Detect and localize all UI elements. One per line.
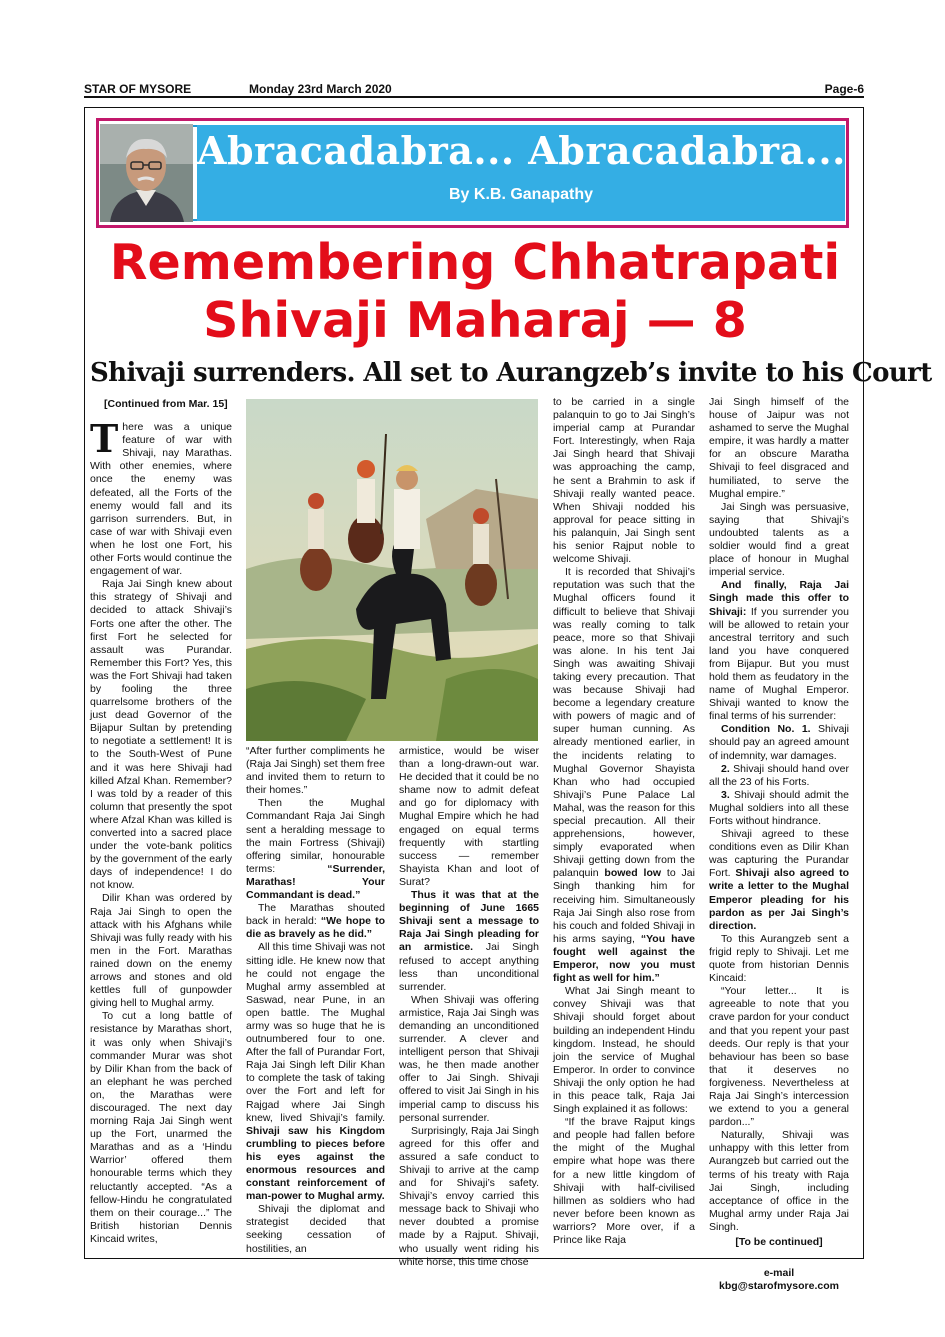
paragraph: to be carried in a single palanquin to go to Jai Singh’s imperial camp at Purandar Fort. Interestingly, when Raja Jai Singh heard that Shivaji was approaching the camp, he sent a Brahmin to ask if Shivaji really wanted peace. When Shivaji nodded his approval for peace sitting in his palanquin, Jai Singh sent his senior Rajput noble to welcome Shivaji. — [553, 396, 695, 566]
paragraph-text: Shivaji should admit the Mughal soldiers into all these Forts without hindrance. — [709, 788, 849, 827]
bold-text: 2. — [721, 762, 730, 775]
headline-line-1: Remembering Chhatrapati — [109, 234, 841, 291]
paragraph-text: Then the Mughal Commandant Raja Jai Singh sent a heralding message to the main Fortress (Shivaji) offering similar, honourable terms: — [246, 797, 385, 875]
paragraph-text: The Marathas shouted back in herald: — [246, 902, 385, 928]
paragraph-text: If you surrender you will be allowed to retain your ancestral territory and such land you have conquered from Bijapur. But you must hold them as feudatory in the name of Mughal Emperor. Shivaji wanted to know the final terms of his surrender: — [709, 605, 849, 723]
bold-text: bowed low — [604, 867, 662, 880]
paragraph: “After further compliments he (Raja Jai Singh) set them free and invited them to return to their homes.” — [246, 745, 385, 797]
paragraph: Naturally, Shivaji was unhappy with this letter from Aurangzeb but carried out the terms of his treaty with Raja Jai Singh, including acceptance of office in the Mughal army under Raja Jai Singh. — [709, 1129, 849, 1233]
subheadline: Shivaji surrenders. All set to Aurangzeb’s invite to his Court — [90, 358, 932, 388]
bold-text: Condition No. 1. — [721, 723, 811, 736]
masthead — [84, 80, 864, 98]
paragraph — [90, 416, 232, 578]
newspaper-name: STAR OF MYSORE — [84, 82, 192, 96]
bold-quote: “Surrender, Marathas! Your Commandant is dead.” — [246, 862, 385, 902]
paragraph: “If the brave Rajput kings and people had fallen before the might of the Mughal empire what hope was there for a new little kingdom of Shivaji with half-civilised hillmen as soldiers who had never before been known as warriors? More over, if a Prince like Raja — [553, 1116, 695, 1246]
drop-cap: T — [90, 416, 119, 462]
bold-text: Thus it was that at the beginning of June 1665 Shivaji sent a message to Raja Jai Singh pleading for an armistice. — [399, 889, 539, 954]
column-title: Abracadabra... Abracadabra... — [197, 128, 846, 173]
article-column-2 — [246, 745, 385, 1255]
paragraph-text: All this time Shivaji was not sitting idle. He knew now that he could not engage the Mughal army assembled at Saswad, near Pune, in an open battle. The Mughal army was so huge that he is outnumbered four to one. After the fall of Purandar Fort, Raja Jai Singh left Dilir Khan to complete the task of taking over the Fort and left for Rajgad where Jai Singh knew, lived Shivaji’s family. — [246, 941, 385, 1124]
paragraph: To cut a long battle of resistance by Marathas short, it was only when Shivaji’s commander Murar was shot by Dilir Khan from the back of an elephant he was perched on, the Marathas were discouraged. The next day morning Raja Jai Singh went up the Fort, unarmed the Marathas and as a ‘Hindu Warrior’ offered them honourable terms which they reluctantly accepted. “As a fellow-Hindu he congratulated them on their courage...” The British historian Dennis Kincaid writes, — [90, 1010, 232, 1245]
paragraph-text: to Jai Singh thanking him for receiving him. Simultaneously Raja Jai Singh also rose from his couch and folded Shivaji in his arms saying, — [553, 867, 695, 945]
paragraph-text: here was a unique feature of war with Shivaji, nay Marathas. With other enemies, where once the enemy was defeated, all the Forts of the enemy would fall and its garrison surrenders. But, in case of war with Shivaji even when he lost one Fort, his other Forts would continue the engagement of war. — [90, 421, 232, 578]
paragraph — [246, 902, 385, 941]
paragraph: armistice, would be wiser than a long-drawn-out war. He decided that it could be no shame now to admit defeat and go for diplomacy with Mughal Empire which he had engaged on equal terms frequently with startling success — remember Shayista Khan and loot of Surat? — [399, 745, 539, 888]
headline-line-2: Shivaji Maharaj — 8 — [203, 292, 747, 349]
issue-date: Monday 23rd March 2020 — [249, 82, 392, 96]
paragraph: Dilir Khan was ordered by Raja Jai Singh to open the attack with his Afghans while Shivaji was fully ready with his men in the Fort. Marathas rained down on the enemy arrows and stones and old kettles full of gunpowder giving hell to Mughal army. — [90, 892, 232, 1010]
article-column-4 — [553, 396, 695, 1254]
paragraph-text: Shivaji should pay an agreed amount of indemnity, war damages. — [709, 723, 849, 762]
paragraph: When Shivaji was offering armistice, Raja Jai Singh was demanding an unconditioned surrender. A clever and intelligent person that Shivaji was, he then made another offer to Jai Singh. Shivaji offered to visit Jai Singh in his imperial camp to discuss his personal surrender. — [399, 993, 539, 1124]
paragraph-text: Shivaji agreed to these conditions even as Dilir Khan was capturing the Purandar Fort. — [709, 828, 849, 880]
paragraph — [709, 828, 849, 933]
paragraph: Jai Singh himself of the house of Jaipur was not ashamed to serve the Mughal empire, it was hardly a matter for an obscure Maratha Shivaji to feel disgraced and humiliated, to serve the Mughal empire.” — [709, 396, 849, 500]
paragraph: Raja Jai Singh knew about this strategy of Shivaji and decided to attack Shivaji’s Forts one after the other. The first Fort he selected for assault was Purandar. Remember this Fort? Yes, this was the Fort Shivaji had taken by fooling the three quarrelsome brothers of the just dead Governor of the Bijapur Sultan by pretending to negotiate a settlement! It is to the South-West of Pune and it was here Shivaji had killed Afzal Khan. Remember? I was told by a reader of this column that presently the spot where Afzal Khan was killed is converted into a sacred place under the vote-bank politics by the government of the early days of independence! I do not know. — [90, 578, 232, 892]
paragraph: What Jai Singh meant to convey Shivaji was that Shivaji should forget about building an independent Hindu kingdom. Instead, he should join the service of Mughal Emperor. In order to convince Shivaji the only option he had in this peace talk, Raja Jai Singh explained it as follows: — [553, 985, 695, 1116]
paragraph-text: Jai Singh refused to accept anything less than unconditional surrender. — [399, 941, 539, 993]
bold-text: 3. — [721, 788, 730, 801]
headline — [90, 234, 860, 350]
condition-1 — [709, 723, 849, 762]
paragraph: To this Aurangzeb sent a frigid reply to Shivaji. Let me quote from historian Dennis Kincaid: — [709, 932, 849, 985]
shivaji-illustration — [246, 399, 538, 741]
paragraph: “Your letter... It is agreeable to note that you crave pardon for your conduct and that you repent your past deeds. Our reply is that your behaviour has been so base that it deserves no forgiveness. Nevertheless at Raja Jai Singh’s intercession we extend to you a general pardon...” — [709, 985, 849, 1129]
page-number: Page-6 — [824, 82, 864, 96]
paragraph — [246, 797, 385, 902]
paragraph — [399, 889, 539, 994]
article-column-3 — [399, 745, 539, 1268]
bold-text: Shivaji also agreed to write a letter to the Mughal Emperor pleading for his pardon as per Jai Singh’s direction. — [709, 867, 849, 932]
paragraph — [709, 579, 849, 723]
paragraph-text: It is recorded that Shivaji’s reputation was such that the Mughal officers found it difficult to believe that Shivaji was really coming to talk peace, more so that Shivaji was alone. In his tent Jai Singh was awaiting Shivaji taking every precaution. That was because Shivaji had become a legendary creature with powers of magic and of super human cunning. As already mentioned earlier, in the incidents relating to Mughal Governor Shayista Khan who had occupied Shivaji’s Pune Palace Lal Mahal, was the reason for this special precaution. All their apprehensions, however, simply evaporated when Shivaji getting down from the palanquin — [553, 566, 695, 880]
to-be-continued: [To be continued] — [735, 1236, 823, 1248]
email-label: e-mail — [763, 1267, 795, 1280]
paragraph-text: Shivaji should hand over all the 23 of his Forts. — [709, 762, 849, 788]
paragraph: Shivaji the diplomat and strategist decided that seeking cessation of hostilities, an — [246, 1203, 385, 1255]
bold-text: Shivaji saw his Kingdom crumbling to pieces before his eyes against the enormous resources and constant reinforcement of man-power to Mughal army. — [246, 1124, 385, 1203]
continued-note: [Continued from Mar. 15] — [104, 398, 228, 410]
paragraph — [246, 941, 385, 1203]
article-column-1 — [90, 398, 232, 1254]
byline: By K.B. Ganapathy — [448, 186, 594, 203]
paragraph: Surprisingly, Raja Jai Singh agreed for this offer and assured a safe conduct to Shivaji to arrive at the camp and for Shivaji’s safety. Shivaji’s envoy carried this message back to Shivaji who never doubted a promise made by a Rajput. Shivaji, who usually went riding his white horse, this time chose — [399, 1124, 539, 1268]
condition-3 — [709, 789, 849, 828]
bold-text: And finally, Raja Jai Singh made this offer to Shivaji: — [709, 579, 849, 618]
author-email[interactable]: kbg@starofmysore.com — [719, 1280, 839, 1293]
article-column-5 — [709, 396, 849, 1293]
paragraph — [553, 566, 695, 985]
paragraph: Jai Singh was persuasive, saying that Shivaji’s undoubted talents as a soldier would find a great place of honour in Mughal imperial service. — [709, 500, 849, 579]
author-photo — [100, 124, 193, 222]
bold-quote: “You have fought well against the Emperor, now you must fight as well for him.” — [553, 932, 695, 985]
condition-2 — [709, 763, 849, 789]
bold-quote: “We hope to die as bravely as he did.” — [246, 915, 385, 941]
